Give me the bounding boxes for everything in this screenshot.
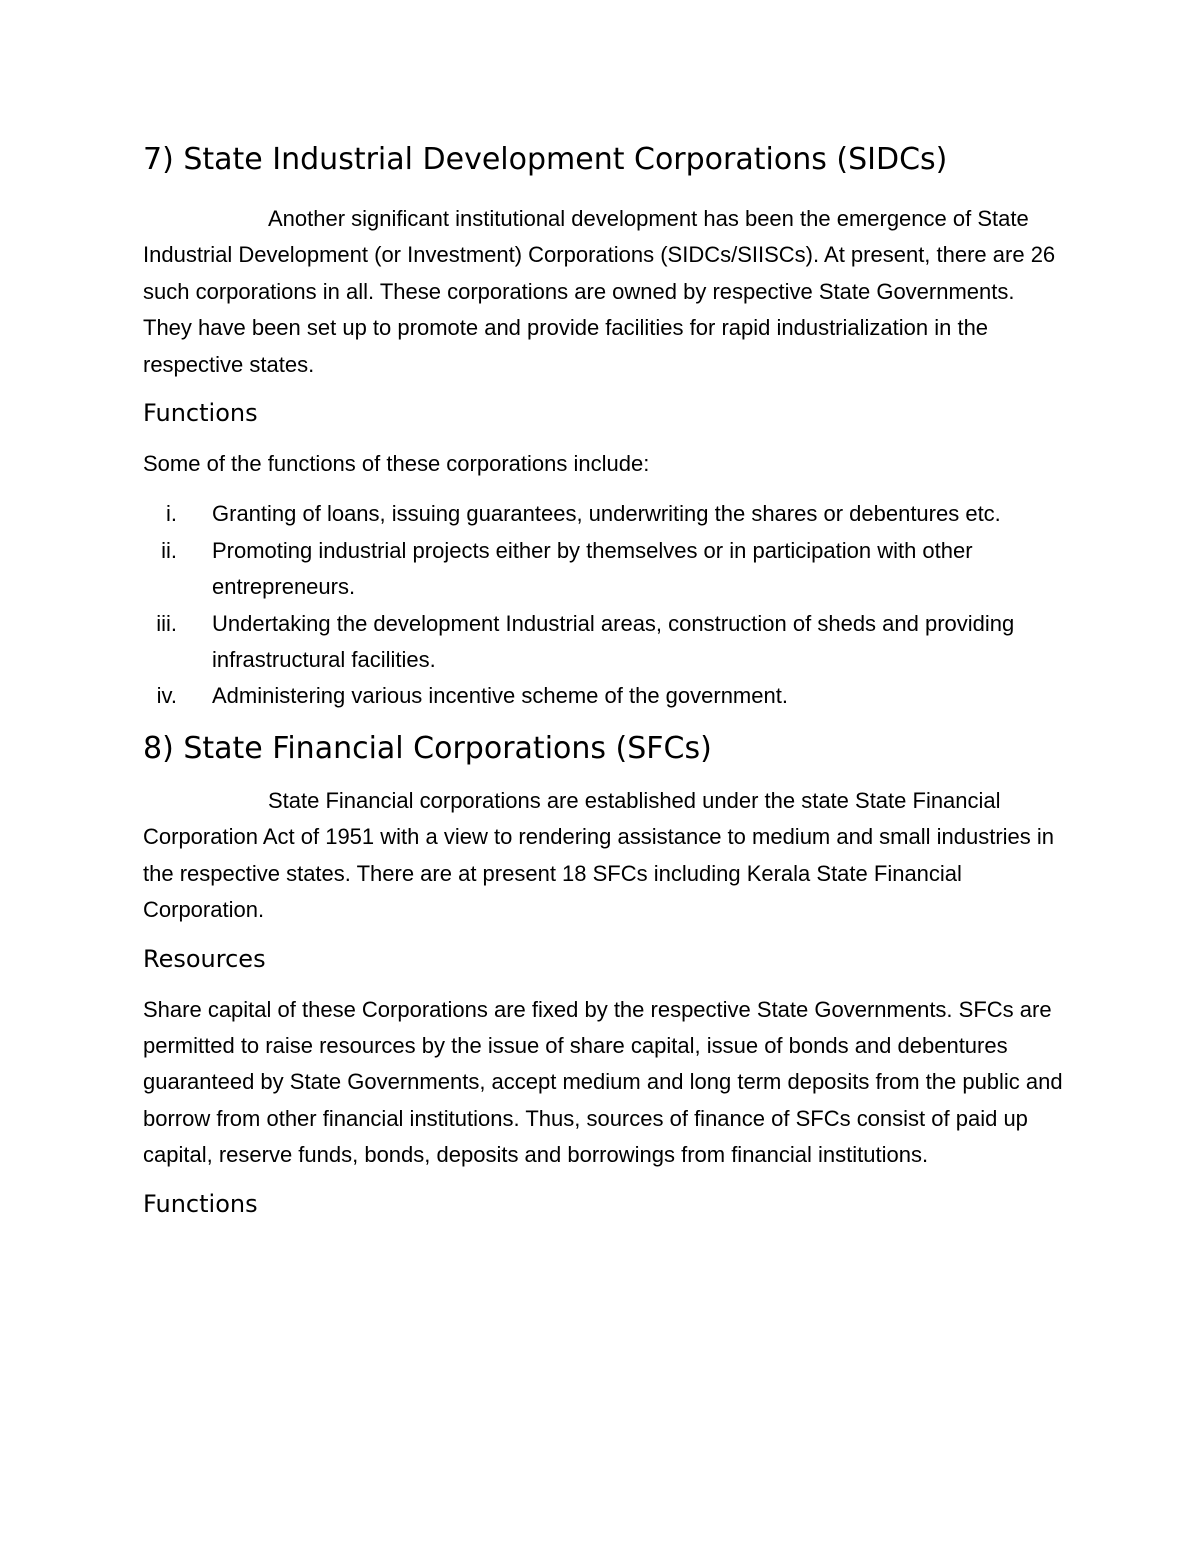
list-item (143, 678, 1063, 714)
list-item-number: iv. (156, 683, 177, 709)
section-7-intro-paragraph: Another significant institutional development has been the emergence of State Industrial Development (or Investment) Corporations (SIDCs/SIISCs). At present, there are 26 such corporations in all. These corporations are owned by respective State Governments. They have been set up to promote and provide facilities for rapid industrialization in the respective states. (143, 206, 1056, 377)
section-8-resources-heading: Resources (143, 944, 266, 973)
list-item (143, 533, 1063, 606)
list-item-text: Promoting industrial projects either by themselves or in participation with other entrepreneurs. (212, 537, 973, 600)
section-8-functions-heading: Functions (143, 1189, 258, 1218)
list-item (143, 496, 1063, 532)
section-8-intro-paragraph: State Financial corporations are established under the state State Financial Corporation Act of 1951 with a view to rendering assistance to medium and small industries in the respective states. There are at present 18 SFCs including Kerala State Financial Corporation. (143, 787, 1055, 923)
list-item-text: Administering various incentive scheme of the government. (212, 683, 788, 709)
section-7-functions-heading: Functions (143, 399, 258, 428)
section-7-functions-list (143, 496, 1063, 714)
list-item-number: i. (166, 501, 177, 527)
section-7-functions-lead: Some of the functions of these corporations include: (143, 451, 650, 477)
section-7-heading: 7) State Industrial Development Corporations (SIDCs) (143, 142, 948, 177)
list-item-number: iii. (156, 610, 177, 636)
list-item (143, 606, 1063, 679)
list-item-number: ii. (161, 537, 177, 563)
list-item-text: Granting of loans, issuing guarantees, underwriting the shares or debentures etc. (212, 501, 1001, 527)
section-8-resources-paragraph: Share capital of these Corporations are fixed by the respective State Governments. SFCs are permitted to raise resources by the issue of share capital, issue of bonds and debentures guaranteed by State Governments, accept medium and long term deposits from the public and borrow from other financial institutions. Thus, sources of finance of SFCs consist of paid up capital, reserve funds, bonds, deposits and borrowings from financial institutions. (143, 996, 1063, 1168)
list-item-text: Undertaking the development Industrial areas, construction of sheds and providing infrastructural facilities. (212, 610, 1015, 673)
document-body (143, 140, 1063, 1220)
section-8-heading: 8) State Financial Corporations (SFCs) (143, 730, 712, 766)
